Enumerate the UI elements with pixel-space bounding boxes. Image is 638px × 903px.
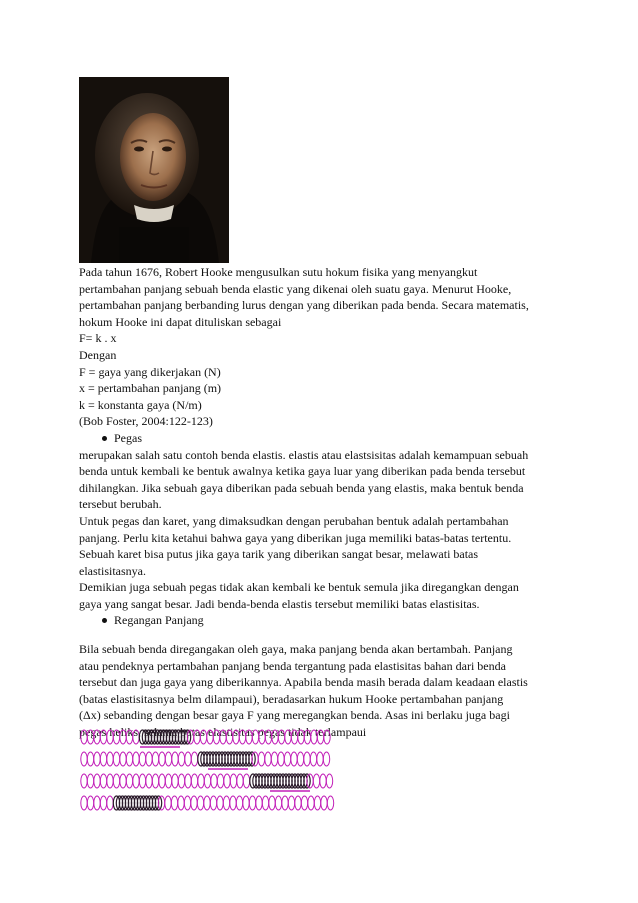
spring-coil — [107, 730, 113, 744]
spring-coil — [239, 730, 245, 744]
regangan-line-6: pegas heliks, selama batas elastisitas pegas tidak terlampaui — [79, 725, 367, 740]
spring-coil — [94, 796, 100, 810]
spring-coil — [213, 730, 219, 744]
spring-row — [81, 752, 330, 766]
spring-coil — [133, 752, 139, 766]
spring-coil — [272, 730, 278, 744]
regangan-line-5: (Δx) sebanding dengan besar gaya F yang meregangkan benda. Asas ini berlaku juga bagi — [79, 708, 510, 723]
spring-coil — [259, 730, 265, 744]
regangan-line-1: Bila sebuah benda diregangakan oleh gaya, maka panjang benda akan bertambah. Panjang — [79, 642, 513, 657]
spring-coil — [210, 796, 216, 810]
bullet-regangan-label: Regangan Panjang — [114, 613, 204, 628]
bullet-pegas-label: Pegas — [114, 430, 142, 445]
spring-coil — [295, 796, 301, 810]
spring-coil — [326, 774, 332, 788]
spring-coil — [107, 752, 113, 766]
spring-coil — [313, 774, 319, 788]
spring-coil — [252, 730, 258, 744]
spring-coil — [81, 774, 87, 788]
intro-line-4: hokum Hooke ini dapat dituliskan sebagai — [79, 314, 282, 329]
spring-coil — [285, 730, 291, 744]
spring-coil — [146, 752, 152, 766]
spring-row — [81, 774, 333, 788]
spring-coil — [113, 752, 119, 766]
spring-coil — [185, 774, 191, 788]
pegas-p2-line-3: Sebuah karet bisa putus jika gaya tarik yang diberikan sangat besar, melawati batas — [79, 547, 479, 562]
pegas-p2-line-2: panjang. Perlu kita ketahui bahwa gaya yang diberikan juga memiliki batas-batas tertentu. — [79, 530, 512, 545]
pegas-p3-line-2: gaya yang sangat besar. Jadi benda-benda elastis tersebut memiliki batas elastisitas. — [79, 596, 480, 611]
spring-coil — [265, 730, 271, 744]
spring-coil — [323, 752, 329, 766]
document-body — [79, 264, 571, 741]
spring-coil — [146, 774, 152, 788]
spring-coil — [126, 752, 132, 766]
spring-coil — [317, 752, 323, 766]
pegas-p2-line-1: Untuk pegas dan karet, yang dimaksudkan dengan perubahan bentuk adalah pertambahan — [79, 513, 509, 528]
pegas-p1-line-2: benda untuk kembali ke bentuk awalnya ketika gaya luar yang diberikan pada benda tersebut — [79, 464, 526, 479]
portrait-icon — [79, 77, 229, 263]
spring-coil — [246, 730, 252, 744]
springs-icon — [80, 725, 340, 815]
spring-coil — [207, 730, 213, 744]
definition-extension: x = pertambahan panjang (m) — [79, 381, 222, 396]
spring-coil — [224, 774, 230, 788]
spring-coil — [113, 730, 119, 744]
spring-coil — [269, 796, 275, 810]
spring-coil — [243, 774, 249, 788]
spring-coil — [249, 796, 255, 810]
spring-coil — [233, 730, 239, 744]
spring-coil — [304, 752, 310, 766]
pegas-p1-line-3: dihilangkan. Jika sebuah gaya diberikan pada sebuah benda yang elastis, maka bentuk benda — [79, 480, 524, 495]
spring-coil — [284, 752, 290, 766]
spring-coil — [194, 730, 200, 744]
spring-coil — [217, 774, 223, 788]
spring-coil — [113, 774, 119, 788]
definition-force: F = gaya yang dikerjakan (N) — [79, 364, 221, 379]
bullet-regangan — [79, 612, 571, 629]
intro-line-3: pertambahan panjang berbanding lurus dengan yang diberikan pada benda. Secara matematis, — [79, 298, 529, 313]
spring-coil — [100, 796, 106, 810]
citation: (Bob Foster, 2004:122-123) — [79, 414, 213, 429]
spring-row — [81, 796, 334, 810]
spring-coil — [178, 752, 184, 766]
spring-coil — [178, 796, 184, 810]
spring-coil — [297, 752, 303, 766]
spring-coil — [191, 774, 197, 788]
spring-coil — [172, 774, 178, 788]
hooke-formula: F= k . x — [79, 331, 117, 346]
spring-coil — [278, 752, 284, 766]
regangan-line-2: atau pendeknya pertambahan panjang benda tergantung pada elastisitas bahan dari benda — [79, 658, 506, 673]
spring-coil — [191, 796, 197, 810]
dengan-label: Dengan — [79, 347, 117, 362]
spring-coil — [200, 730, 206, 744]
spring-coil — [291, 752, 297, 766]
spring-coil — [87, 796, 93, 810]
spring-coil — [282, 796, 288, 810]
spring-coil — [237, 774, 243, 788]
helical-springs-illustration — [80, 725, 340, 815]
spring-coil — [165, 774, 171, 788]
spring-coil — [308, 796, 314, 810]
spring-coil — [94, 774, 100, 788]
spring-coil — [152, 774, 158, 788]
spring-coil — [217, 796, 223, 810]
pegas-p1-line-4: tersebut berubah. — [79, 497, 162, 512]
spring-coil — [256, 796, 262, 810]
spring-coil — [236, 796, 242, 810]
bullet-dot-icon — [102, 436, 107, 441]
spring-coil — [301, 796, 307, 810]
spring-coil — [230, 796, 236, 810]
spring-coil — [310, 752, 316, 766]
spring-coil — [185, 752, 191, 766]
spring-coil — [171, 796, 177, 810]
spring-coil — [230, 774, 236, 788]
spring-coil — [288, 796, 294, 810]
spring-coil — [159, 774, 165, 788]
spring-coil — [265, 752, 271, 766]
spring-coil — [165, 796, 171, 810]
spring-coil — [120, 752, 126, 766]
spring-coil — [243, 796, 249, 810]
spring-coil — [126, 774, 132, 788]
spring-coil — [314, 796, 320, 810]
spring-coil — [87, 774, 93, 788]
spring-coil — [120, 730, 126, 744]
spring-coil — [226, 730, 232, 744]
spring-coil — [258, 752, 264, 766]
definition-constant: k = konstanta gaya (N/m) — [79, 397, 202, 412]
pegas-p1-line-1: merupakan salah satu contoh benda elastis. elastis atau elastsisitas adalah kemampuan sebuah — [79, 447, 529, 462]
spring-coil — [321, 796, 327, 810]
spring-coil — [152, 752, 158, 766]
bullet-pegas — [79, 430, 571, 447]
intro-line-2: pertambahan panjang sebuah benda elastic yang dikenai oleh suatu gaya. Menurut Hooke, — [79, 281, 512, 296]
spring-coil — [126, 730, 132, 744]
robert-hooke-portrait — [79, 77, 229, 263]
spring-coil — [327, 796, 333, 810]
spring-coil — [184, 796, 190, 810]
spring-coil — [271, 752, 277, 766]
pegas-p2-line-4: elastisitasnya. — [79, 563, 146, 578]
spring-coil — [291, 730, 297, 744]
spring-coil — [298, 730, 304, 744]
spring-coil — [262, 796, 268, 810]
spring-coil — [107, 774, 113, 788]
spring-coil — [275, 796, 281, 810]
spring-coil — [278, 730, 284, 744]
spring-coil — [100, 752, 106, 766]
spring-coil — [197, 796, 203, 810]
spring-coil — [100, 730, 106, 744]
spring-coil — [81, 730, 87, 744]
spring-coil — [220, 730, 226, 744]
spring-coil — [317, 730, 323, 744]
regangan-line-3: tersebut dan juga gaya yang diberikannya. Apabila benda masih berada dalam keadaan elastis — [79, 675, 528, 690]
spring-coil — [204, 774, 210, 788]
spring-coil — [172, 752, 178, 766]
spring-coil — [87, 752, 93, 766]
intro-line-1: Pada tahun 1676, Robert Hooke mengusulkan sutu hokum fisika yang menyangkut — [79, 265, 478, 279]
spring-coil — [139, 752, 145, 766]
spring-coil — [311, 730, 317, 744]
spring-coil — [133, 730, 139, 744]
spring-coil — [139, 774, 145, 788]
spring-coil — [198, 774, 204, 788]
spring-coil — [165, 752, 171, 766]
spring-coil — [94, 730, 100, 744]
spring-row — [81, 730, 330, 744]
spring-coil — [133, 774, 139, 788]
spring-coil — [107, 796, 113, 810]
spring-coil — [94, 752, 100, 766]
spring-coil — [178, 774, 184, 788]
spring-coil — [223, 796, 229, 810]
spring-coil — [81, 752, 87, 766]
spring-coil — [204, 796, 210, 810]
spring-coil — [159, 752, 165, 766]
pegas-p3-line-1: Demikian juga sebuah pegas tidak akan kembali ke bentuk semula jika diregangkan dengan — [79, 580, 519, 595]
spring-coil — [120, 774, 126, 788]
spring-coil — [87, 730, 93, 744]
regangan-line-4: (batas elastisitasnya belm dilampaui), beradasarkan hukum Hooke pertambahan panjang — [79, 691, 504, 706]
spring-coil — [81, 796, 87, 810]
spring-coil — [211, 774, 217, 788]
spring-coil — [191, 752, 197, 766]
spring-coil — [320, 774, 326, 788]
spring-coil — [304, 730, 310, 744]
spring-coil — [324, 730, 330, 744]
bullet-dot-icon — [102, 618, 107, 623]
spring-coil — [100, 774, 106, 788]
